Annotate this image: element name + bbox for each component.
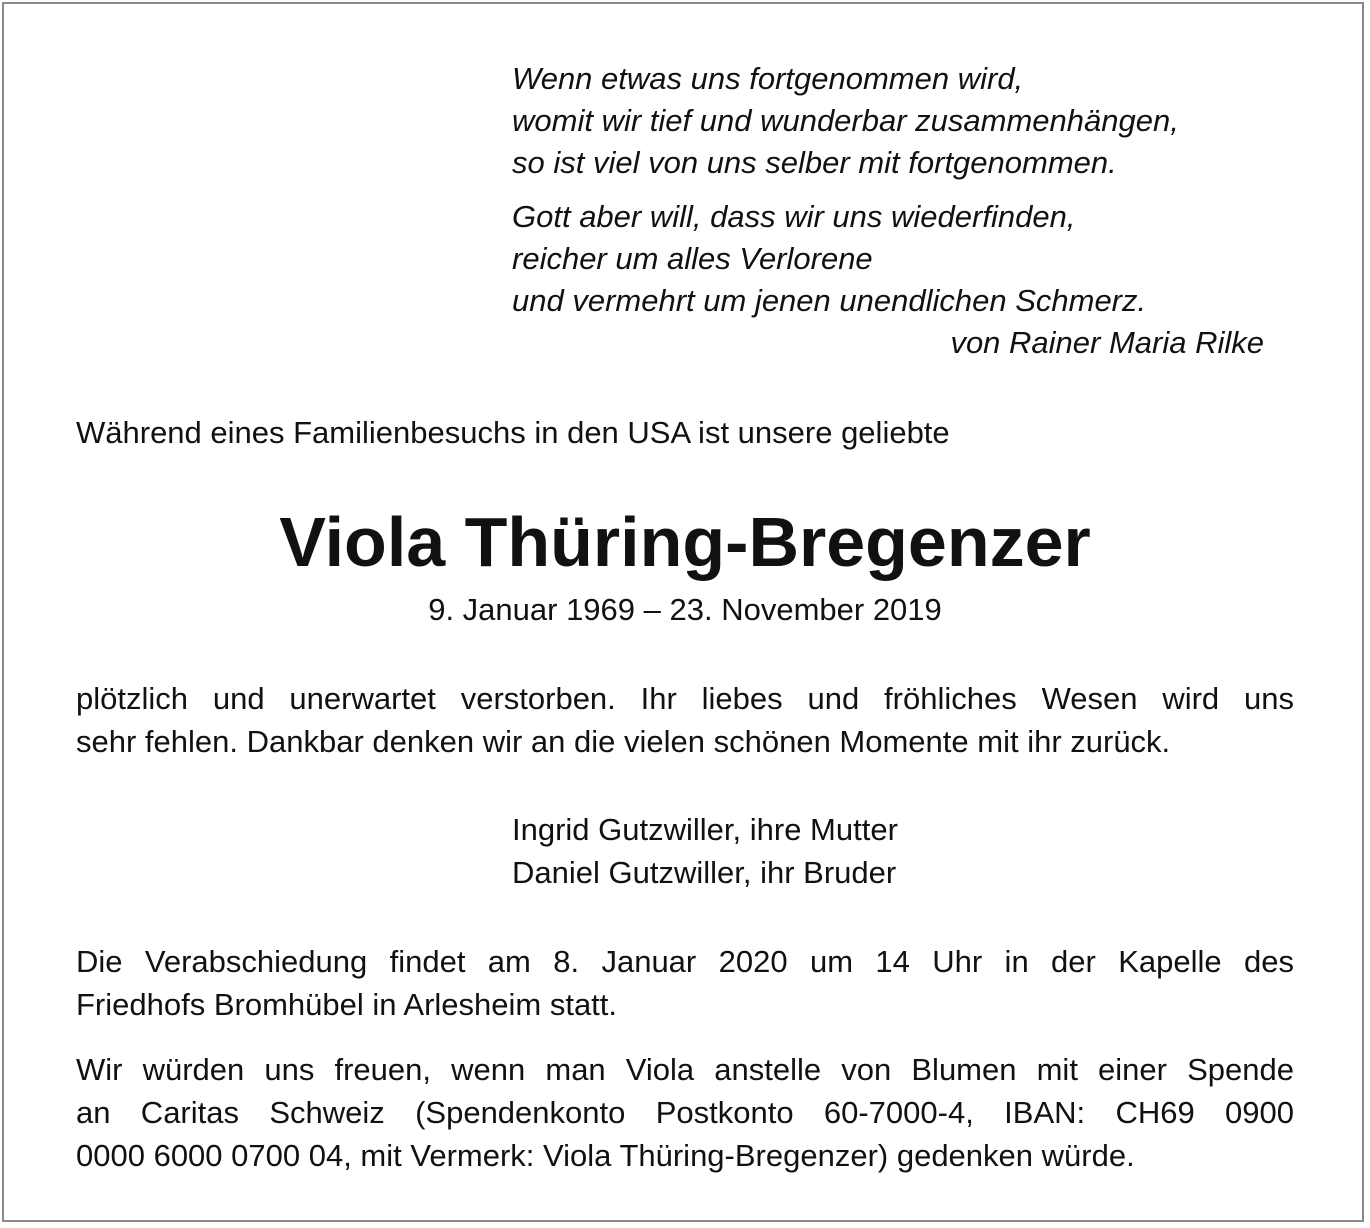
message-line: sehr fehlen. Dankbar denken wir an die vielen schönen Momente mit ihr zurück.: [76, 724, 1171, 759]
poem-line: und vermehrt um jenen unendlichen Schmerz.: [512, 283, 1147, 318]
poem-line: womit wir tief und wunderbar zusammenhängen,: [512, 103, 1179, 138]
life-dates: 9. Januar 1969 – 23. November 2019: [428, 592, 942, 627]
poem-line: so ist viel von uns selber mit fortgenommen.: [512, 145, 1117, 180]
poem-stanza-2: [512, 196, 1272, 364]
rilke-poem: [512, 58, 1272, 364]
ceremony-line: Friedhofs Bromhübel in Arlesheim statt.: [76, 987, 618, 1022]
donation-paragraph: [76, 1048, 1294, 1177]
ceremony-line: Die Verabschiedung findet am 8. Januar 2020 um 14 Uhr in der Kapelle des: [76, 944, 1294, 979]
donation-line: an Caritas Schweiz (Spendenkonto Postkonto 60-7000-4, IBAN: CH69 0900: [76, 1095, 1294, 1130]
poem-line: reicher um alles Verlorene: [512, 241, 873, 276]
poem-line: Wenn etwas uns fortgenommen wird,: [512, 61, 1024, 96]
signers-block: [512, 808, 898, 894]
poem-stanza-1: [512, 58, 1272, 184]
message-line: plötzlich und unerwartet verstorben. Ihr liebes und fröhliches Wesen wird uns: [76, 681, 1294, 716]
intro-text: Während eines Familienbesuchs in den USA ist unsere geliebte: [76, 415, 950, 450]
message-paragraph: [76, 677, 1294, 763]
signer-brother: Daniel Gutzwiller, ihr Bruder: [512, 855, 897, 890]
donation-line: 0000 6000 0700 04, mit Vermerk: Viola Thüring-Bregenzer) gedenken würde.: [76, 1138, 1135, 1173]
donation-line: Wir würden uns freuen, wenn man Viola anstelle von Blumen mit einer Spende: [76, 1052, 1294, 1087]
ceremony-paragraph: [76, 940, 1294, 1026]
poem-attribution: von Rainer Maria Rilke: [950, 325, 1264, 360]
deceased-name: Viola Thüring-Bregenzer: [279, 503, 1091, 581]
poem-line: Gott aber will, dass wir uns wiederfinden,: [512, 199, 1076, 234]
signer-mother: Ingrid Gutzwiller, ihre Mutter: [512, 812, 898, 847]
